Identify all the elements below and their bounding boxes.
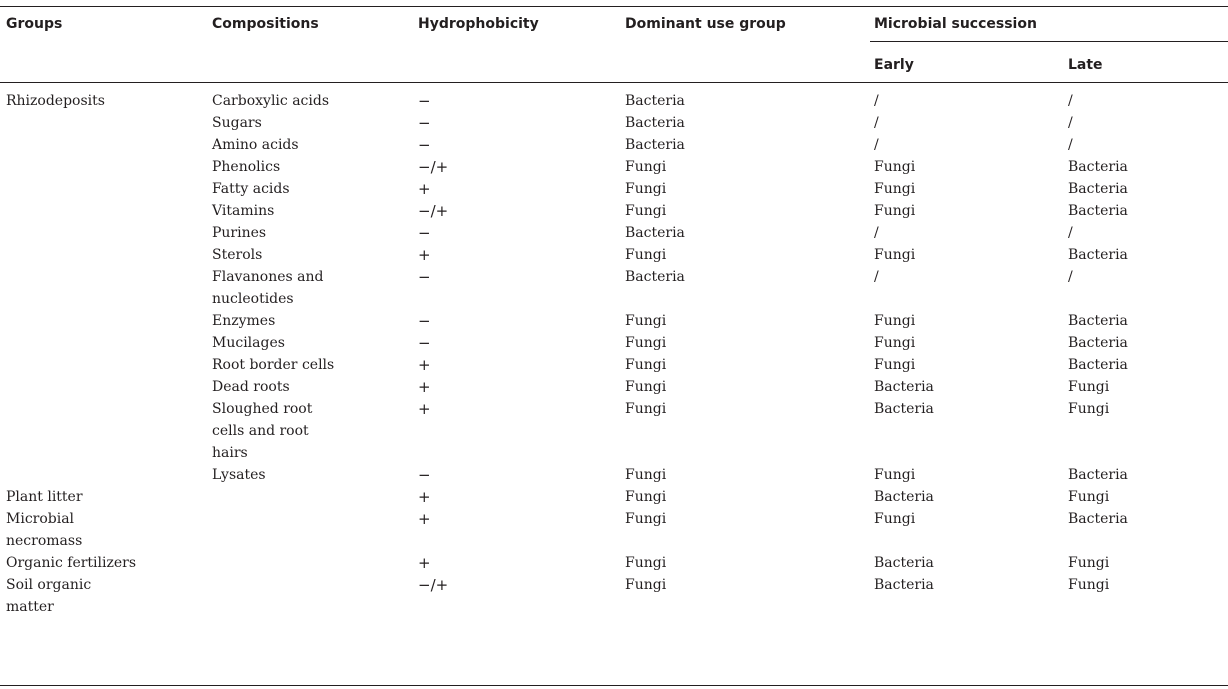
dominant-use-cell: Fungi [625,511,667,527]
hydrophobicity-cell: + [418,378,431,396]
early-succession-cell: Fungi [874,181,916,197]
composition-cell: Fatty acids [212,181,290,197]
hydrophobicity-cell: + [418,246,431,264]
early-succession-cell: Bacteria [874,577,934,593]
composition-cell: Root border cells [212,357,335,373]
early-succession-cell: / [874,93,879,109]
composition-cell: nucleotides [212,291,294,307]
hydrophobicity-cell: −/+ [418,202,449,220]
dominant-use-cell: Fungi [625,357,667,373]
early-succession-cell: / [874,269,879,285]
hydrophobicity-cell: + [418,180,431,198]
hydrophobicity-cell: + [418,356,431,374]
late-succession-cell: Bacteria [1068,247,1128,263]
hydrophobicity-cell: + [418,400,431,418]
late-succession-cell: Bacteria [1068,357,1128,373]
top-rule [0,6,1228,7]
header-hydrophobicity: Hydrophobicity [418,16,539,32]
header-early: Early [874,57,914,73]
early-succession-cell: / [874,137,879,153]
hydrophobicity-cell: − [418,224,431,242]
hydrophobicity-cell: − [418,92,431,110]
dominant-use-cell: Bacteria [625,137,685,153]
group-cell: Microbial [6,511,75,527]
composition-cell: hairs [212,445,248,461]
late-succession-cell: Bacteria [1068,203,1128,219]
dominant-use-cell: Bacteria [625,115,685,131]
early-succession-cell: Bacteria [874,379,934,395]
early-succession-cell: / [874,225,879,241]
late-succession-cell: / [1068,115,1073,131]
group-cell: Rhizodeposits [6,93,105,109]
composition-cell: Mucilages [212,335,285,351]
late-succession-cell: Bacteria [1068,511,1128,527]
dominant-use-cell: Fungi [625,555,667,571]
composition-cell: cells and root [212,423,309,439]
late-succession-cell: / [1068,137,1073,153]
hydrophobicity-cell: −/+ [418,158,449,176]
hydrophobicity-cell: − [418,334,431,352]
early-succession-cell: Fungi [874,335,916,351]
group-cell: Plant litter [6,489,83,505]
composition-cell: Sugars [212,115,262,131]
header-dominant-use-group: Dominant use group [625,16,786,32]
hydrophobicity-cell: − [418,312,431,330]
early-succession-cell: Fungi [874,247,916,263]
composition-cell: Sterols [212,247,263,263]
late-succession-cell: Bacteria [1068,313,1128,329]
early-succession-cell: Fungi [874,159,916,175]
hydrophobicity-cell: − [418,268,431,286]
composition-cell: Amino acids [212,137,299,153]
composition-cell: Enzymes [212,313,276,329]
dominant-use-cell: Fungi [625,335,667,351]
late-succession-cell: / [1068,269,1073,285]
early-succession-cell: Fungi [874,511,916,527]
dominant-use-cell: Fungi [625,203,667,219]
dominant-use-cell: Fungi [625,379,667,395]
dominant-use-cell: Fungi [625,467,667,483]
early-succession-cell: Fungi [874,357,916,373]
bottom-rule [0,685,1228,686]
late-succession-cell: Fungi [1068,577,1110,593]
late-succession-cell: / [1068,93,1073,109]
group-cell: Organic fertilizers [6,555,137,571]
header-rule [0,82,1228,83]
early-succession-cell: Fungi [874,313,916,329]
early-succession-cell: Bacteria [874,555,934,571]
late-succession-cell: Bacteria [1068,335,1128,351]
header-groups: Groups [6,16,63,32]
hydrophobicity-cell: + [418,488,431,506]
early-succession-cell: / [874,115,879,131]
late-succession-cell: Fungi [1068,489,1110,505]
dominant-use-cell: Fungi [625,577,667,593]
composition-cell: Flavanones and [212,269,324,285]
dominant-use-cell: Bacteria [625,93,685,109]
dominant-use-cell: Fungi [625,247,667,263]
dominant-use-cell: Fungi [625,313,667,329]
dominant-use-cell: Fungi [625,181,667,197]
hydrophobicity-cell: + [418,554,431,572]
hydrophobicity-cell: − [418,136,431,154]
hydrophobicity-cell: − [418,114,431,132]
composition-cell: Vitamins [212,203,275,219]
dominant-use-cell: Bacteria [625,225,685,241]
late-succession-cell: Fungi [1068,555,1110,571]
late-succession-cell: / [1068,225,1073,241]
early-succession-cell: Bacteria [874,401,934,417]
dominant-use-cell: Fungi [625,159,667,175]
group-cell: necromass [6,533,83,549]
early-succession-cell: Fungi [874,203,916,219]
late-succession-cell: Bacteria [1068,159,1128,175]
composition-cell: Lysates [212,467,266,483]
composition-cell: Dead roots [212,379,290,395]
composition-cell: Purines [212,225,267,241]
late-succession-cell: Bacteria [1068,181,1128,197]
header-compositions: Compositions [212,16,319,32]
header-microbial-succession: Microbial succession [874,16,1037,32]
composition-cell: Sloughed root [212,401,313,417]
dominant-use-cell: Fungi [625,401,667,417]
dominant-use-cell: Bacteria [625,269,685,285]
early-succession-cell: Bacteria [874,489,934,505]
late-succession-cell: Fungi [1068,401,1110,417]
succession-span-rule [870,41,1228,42]
composition-cell: Phenolics [212,159,281,175]
dominant-use-cell: Fungi [625,489,667,505]
group-cell: matter [6,599,54,615]
group-cell: Soil organic [6,577,92,593]
early-succession-cell: Fungi [874,467,916,483]
hydrophobicity-cell: + [418,510,431,528]
hydrophobicity-cell: −/+ [418,576,449,594]
composition-cell: Carboxylic acids [212,93,330,109]
late-succession-cell: Fungi [1068,379,1110,395]
late-succession-cell: Bacteria [1068,467,1128,483]
header-late: Late [1068,57,1103,73]
hydrophobicity-cell: − [418,466,431,484]
